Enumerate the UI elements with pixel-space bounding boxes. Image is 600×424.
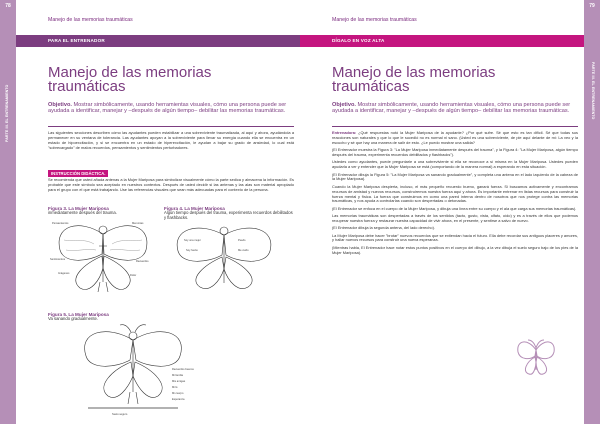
figure-5 [48, 312, 218, 418]
left-objective-text: Mostrar simbólicamente, usando herramientas visuales, cómo una persona puede ser ayudada a identificar, manejar y –después de algún tiempo– debilitar las memorias traumáticas. [48, 102, 287, 115]
figure-4 [164, 206, 294, 293]
fig3-label-4: Recuerdos [136, 259, 149, 263]
left-instruction-text [48, 178, 294, 195]
right-p9: La Mujer Mariposa debe hacer "brotar" nuevos recuerdos que se extiendan hacia el futuro. Ella debe recordar sus antiguos placeres y amores, y hallar nuevos recursos para construir una nueva esperanza. [332, 232, 578, 243]
left-page [16, 0, 300, 424]
right-objective-label: Objetivo. [332, 102, 356, 108]
right-divider [332, 126, 578, 127]
left-divider [48, 126, 294, 127]
right-running-head: Manejo de las memorias traumáticas [332, 17, 417, 23]
left-page-title: Manejo de las memorias traumáticas [48, 64, 212, 95]
right-objective-text: Mostrar simbólicamente, usando herramientas visuales, cómo una persona puede ser ayudada a identificar, manejar y –después de algún tiempo– debilitar las memorias traumáticas. [332, 102, 571, 115]
right-page [300, 0, 584, 424]
left-intro-text [48, 131, 294, 153]
right-p2: (El Entrenador muestra la Figura 3: "La Mujer Mariposa inmediatamente después del trauma", y la Figura 4: "La Mujer Mariposa, algún tiempo después del trauma, experimenta recuerdos debilitados y flashbacks"). [332, 147, 578, 158]
fig3-label-0: Pensamientos [52, 221, 69, 225]
fig5-note-4: Mi cuerpo [172, 391, 184, 395]
fig4-note-0: Soy una mujer [184, 238, 201, 242]
fig4-note-1: Soy fuerte [186, 248, 198, 252]
right-p1 [332, 131, 578, 146]
left-running-head: Manejo de las memorias traumáticas [48, 17, 133, 23]
fig3-label-2: Imágenes [58, 271, 70, 275]
fig5-ground-label: Suelo seguro [112, 412, 128, 416]
right-p3: Ustedes como ayudantes, puede preguntarle a una sobreviviente si ella se reconoce a sí misma en la Mujer Mariposa. Ustedes pueden ayudarla a ver y entender que la Mujer Mariposa se está (comportando de la manera normal) a esperando en esta situación. [332, 159, 578, 170]
right-p8: (El Entrenador dibuja la segunda antena, del lado derecho). [332, 225, 435, 231]
fig3-title: Figura 3. La Mujer Mariposa [48, 206, 109, 211]
left-body-p1: Las siguientes secciones describen cómo las ayudantes pueden estabilizar a una sobreviviente traumatizada, al aquí y ahora, ayudándola a permanecer en su ventana de tolerancia. Las ayudantes apoyan a la sobreviviente para llevar su energía cuando ella se encuentra en un estado de hipoexcitación, y si se encuentra en un estado de hiperexcitación, le ayudan a bajar su grado de ansiedad, lo cual está "sobrecargado" de malos recuerdos, pensamientos y sentimientos perturbadores. [48, 130, 294, 150]
left-side-label: PARTE III. EL ENTRENAMIENTO [5, 84, 9, 142]
right-page-number: 79 [589, 3, 595, 9]
right-p6: (El Entrenador se enfoca en el cuerpo de la Mujer Mariposa, y dibuja una línea entre su cuerpo y el ala que carga sus memorias traumáticas). [332, 205, 577, 211]
butterfly-woman-fig3-illustration [48, 216, 158, 296]
right-section-band: DÍGALO EN VOZ ALTA [300, 35, 584, 47]
right-side-label: PARTE III. EL ENTRENAMIENTO [591, 62, 595, 120]
left-body-p2: Se recomienda que usted añada antenas a la Mujer Mariposa para simbolizar visualmente cómo la parte sedica y almacena la información. Es probable que este símbolo sea aceptado en nuestros contextos. Después de usted decidir si las antenas y las alas son material apropiado para el grupo con el que está trabajando. Use las referencias visuales que sean más adecuadas para el contexto de la persona. [48, 177, 294, 192]
fig5-caption: Va sanando gradualmente. [48, 316, 98, 321]
fig3-label-1: Sentimientos [50, 257, 65, 261]
butterfly-icon [514, 336, 558, 378]
left-objective-label: Objetivo. [48, 102, 72, 108]
right-page-title: Manejo de las memorias traumáticas [332, 64, 496, 95]
fig5-note-2: Mis amigas [172, 379, 186, 383]
right-p7: Las memorias traumáticas son despertadas a través de los sentidos (tacto, gusto, vista, olfato, oído) y es a través de ellos que podemos recuperar nuestra fuerza y restaurar nuestra capacidad de vivir ahora, en el presente, y sentirse a salvo de nuevo. [332, 213, 578, 223]
fig4-title: Figura 4. La Mujer Mariposa [164, 206, 225, 211]
butterfly-woman-fig5-illustration [48, 322, 218, 418]
fig3-label-3: Memorias [132, 221, 144, 225]
right-p1-text: ¿Qué respuestas notó la Mujer Mariposa de la ayudante? ¿Por qué sufre. Sé que esto es tan difícil. Sé que todas sus reacciones son naturales y que lo que le sucedió no es normal ni sano. (Usted es una sobreviviente, de pie aquí delante de mí: La veo y la escucho y sé que hay una manera de salir de esto. ¿Le puedo mostrar una salida? [332, 130, 578, 145]
fig4-caption: Algún tiempo después del trauma, experimenta recuerdos debilitados y flashbacks. [164, 210, 293, 220]
butterfly-woman-fig4-illustration [164, 221, 284, 293]
right-p1-lead: Entrenadora: [332, 130, 357, 135]
fig5-note-1: Mi familia [172, 373, 183, 377]
fig5-note-5: Esperanza [172, 397, 185, 401]
right-p4: (El Entrenador dibuja la Figura 5: "La Mujer Mariposa va sanando gradualmente", y completa una antena en el lado izquierdo de la cabeza de la Mujer Mariposa). [332, 171, 578, 182]
right-p5: Cuando la Mujer Mariposa despierta, incluso, el más pequeño recuerdo bueno, ganará fuerza. Si buscamos activamente y encontramos recursos de amistad y nuevos recursos, construiremos nuestra fuerza aquí y ahora. Es importante entrenar en listas recursos para construir la fuerza mental y física. La fuerza que construimos en como una pared interna dentro de nosotros que nos protege contra las memorias traumáticas, y nos ayuda a controlarlas cuando son despertadas o detonadas. [332, 183, 578, 204]
fig4-note-2: Puedo [238, 238, 246, 242]
left-section-band: PARA EL ENTRENADOR [16, 35, 300, 47]
fig3-label-5: Dolor [130, 273, 137, 277]
left-objective [48, 102, 294, 115]
right-side-strip [584, 0, 600, 424]
right-script-text [332, 131, 578, 258]
figure-3 [48, 206, 158, 296]
fig3-caption: inmediatamente después del trauma. [48, 210, 117, 215]
left-page-number: 78 [5, 3, 11, 9]
left-side-strip [0, 0, 16, 424]
fig4-note-3: Me cuido [238, 248, 249, 252]
instruction-tag: INSTRUCCIÓN DIDÁCTICA. [48, 170, 108, 177]
fig5-note-3: Mi fe [172, 385, 178, 389]
fig5-note-0: Recuerdos buenos [172, 367, 194, 371]
fig5-notes [172, 367, 194, 401]
fig5-title: Figura 5. La Mujer Mariposa [48, 312, 109, 317]
right-p10: (Mientras habla, El Entrenador hace notar estos puntos positivos en el cuerpo del dibujo, a la vez dibuja el suelo seguro bajo de los pies de la Mujer Mariposa). [332, 244, 578, 255]
right-objective [332, 102, 578, 115]
